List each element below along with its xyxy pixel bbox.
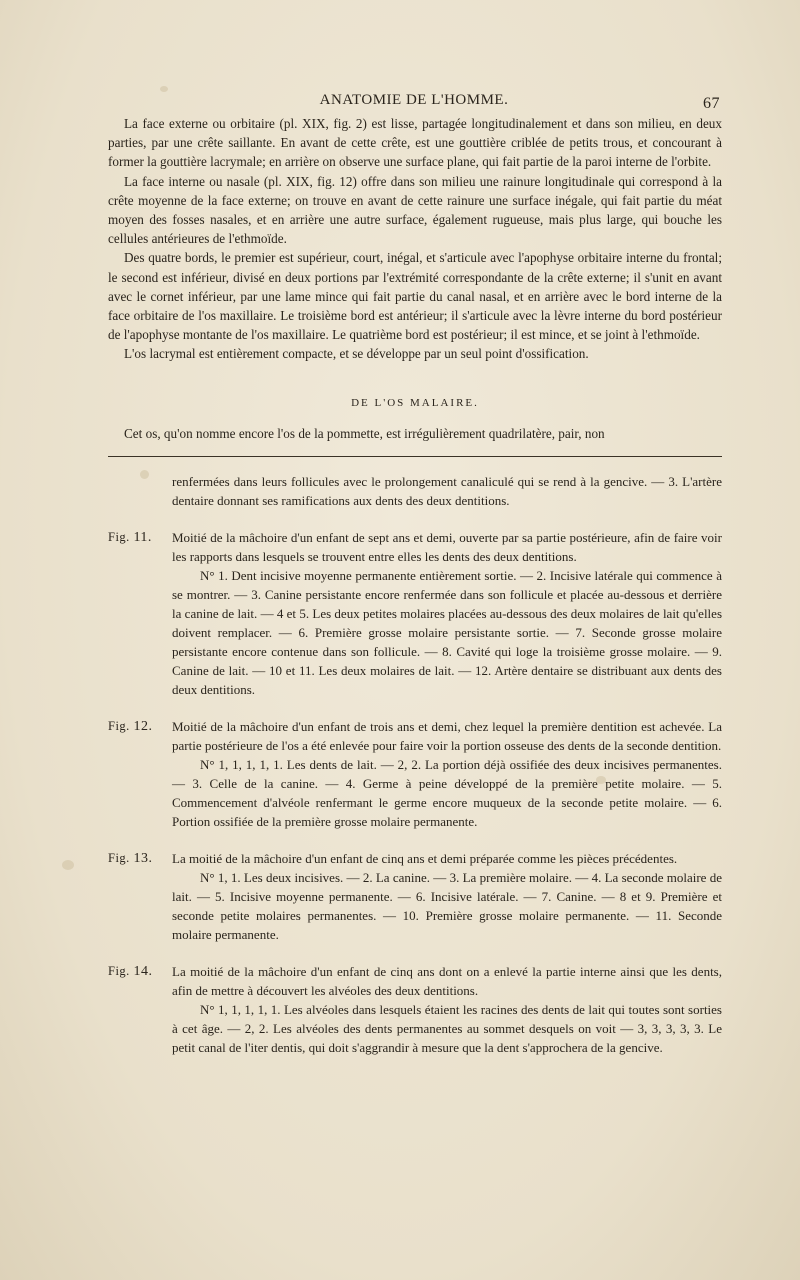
figure-label: Fig. 11.	[108, 530, 152, 545]
page-number: 67	[703, 95, 720, 112]
running-header	[108, 92, 720, 112]
paragraph: La face externe ou orbitaire (pl. XIX, fig. 2) est lisse, partagée longitudinalement et dans son milieu, en deux parties, par une crête saillante. En avant de cette crête, est une gouttière criblée de petits trous, et concourant à former la gouttière lacrymale; en arrière on observe une surface plane, qui fait partie de la paroi interne de l'orbite.	[108, 116, 722, 170]
paragraph: La face interne ou nasale (pl. XIX, fig. 12) offre dans son milieu une rainure longitudinale qui correspond à la crête moyenne de la face externe; on trouve en avant de cette rainure une surface inégale, qui fait partie du méat moyen des fosses nasales, et en arrière une autre surface, également rugueuse, mais plus large, qui bouche les cellules antérieures de l'ethmoïde.	[108, 173, 722, 247]
paragraph: L'os lacrymal est entièrement compacte, et se développe par un seul point d'ossification.	[124, 346, 589, 362]
section-heading: DE L'OS MALAIRE.	[351, 397, 479, 409]
figure-caption: La moitié de la mâchoire d'un enfant de cinq ans et demi préparée comme les pièces précédentes.	[172, 851, 678, 866]
figure-entry-14	[108, 962, 722, 1057]
running-title: ANATOMIE DE L'HOMME.	[319, 92, 509, 108]
figure-legend: N° 1, 1. Les deux incisives. — 2. La canine. — 3. La première molaire. — 4. La seconde molaire de lait. — 5. Incisive moyenne permanente. — 6. Incisive latérale. — 7. Canine. — 8 et 9. Première et seconde petite molaires permanentes. — 10. Première grosse molaire permanente. — 11. Seconde molaire permanente.	[172, 870, 722, 942]
figure-legend: N° 1, 1, 1, 1, 1. Les dents de lait. — 2, 2. La portion déjà ossifiée des deux incisives permanentes. — 3. Celle de la canine. — 4. Germe à peine développé de la première petite molaire. — 5. Commencement d'alvéole renfermant le germe encore muqueux de la seconde petite molaire. — 6. Portion ossifiée de la première grosse molaire permanente.	[172, 757, 722, 829]
footnote-divider	[108, 456, 722, 457]
plate-explanations	[108, 472, 722, 1057]
body-text	[108, 114, 722, 364]
paragraph: Cet os, qu'on nomme encore l'os de la pommette, est irrégulièrement quadrilatère, pair, non	[124, 426, 605, 441]
figure-caption: La moitié de la mâchoire d'un enfant de cinq ans dont on a enlevé la partie interne ainsi que les dents, afin de mettre à découvert les alvéoles des deux dentitions.	[172, 964, 722, 998]
figure-label: Fig. 14.	[108, 964, 153, 979]
figure-legend: N° 1. Dent incisive moyenne permanente entièrement sortie. — 2. Incisive latérale qui commence à se montrer. — 3. Canine persistante encore renfermée dans son follicule et placée au-dessous et derrière la canine de lait. — 4 et 5. Les deux petites molaires placées au-dessous des deux molaires de lait qu'elles doivent remplacer. — 6. Première grosse molaire persistante sortie. — 7. Seconde grosse molaire persistante encore contenue dans son follicule. — 8. Cavité qui loge la troisième grosse molaire. — 9. Canine de lait. — 10 et 11. Les deux molaires de lait. — 12. Artère dentaire se distribuant aux dents des deux dentitions.	[172, 568, 722, 697]
figure-entry-13	[108, 849, 722, 944]
figure-label: Fig. 13.	[108, 851, 153, 866]
continued-legend: renfermées dans leurs follicules avec le prolongement canaliculé qui se rend à la gencive. — 3. L'artère dentaire donnant ses ramifications aux dents des deux dentitions.	[172, 474, 722, 508]
figure-legend: N° 1, 1, 1, 1, 1. Les alvéoles dans lesquels étaient les racines des dents de lait qui toutes sont sorties à cet âge. — 2, 2. Les alvéoles des dents permanentes au sommet desquels on voit — 3, 3, 3, 3, 3. Le petit canal de l'iter dentis, qui doit s'aggrandir à mesure que la dent s'approchera de la gencive.	[172, 1002, 722, 1055]
figure-caption: Moitié de la mâchoire d'un enfant de trois ans et demi, chez lequel la première dentition est achevée. La partie postérieure de l'os a été enlevée pour faire voir la portion osseuse des dents de la seconde dentition.	[172, 719, 722, 753]
figure-caption: Moitié de la mâchoire d'un enfant de sept ans et demi, ouverte par sa partie postérieure, afin de faire voir les rapports dans lesquels se trouvent entre elles les dents des deux dentitions.	[172, 530, 722, 564]
figure-entry-11	[108, 528, 722, 699]
figure-label: Fig. 12.	[108, 719, 153, 734]
paragraph: Des quatre bords, le premier est supérieur, court, inégal, et s'articule avec l'apophyse orbitaire interne du frontal; le second est inférieur, divisé en deux portions par l'extrémité correspondante de la crête externe; il s'unit en avant avec le cornet inférieur, par une lame mince qui fait partie du canal nasal, et en arrière avec le bord interne de la face orbitaire de l'os maxillaire. Le troisième bord est antérieur; il s'articule avec la lèvre interne du bord postérieur de l'apophyse montante de l'os maxillaire. Le quatrième bord est postérieur; il est mince, et se joint à l'ethmoïde.	[108, 250, 722, 343]
section-text	[108, 424, 722, 443]
figure-entry-12	[108, 717, 722, 831]
